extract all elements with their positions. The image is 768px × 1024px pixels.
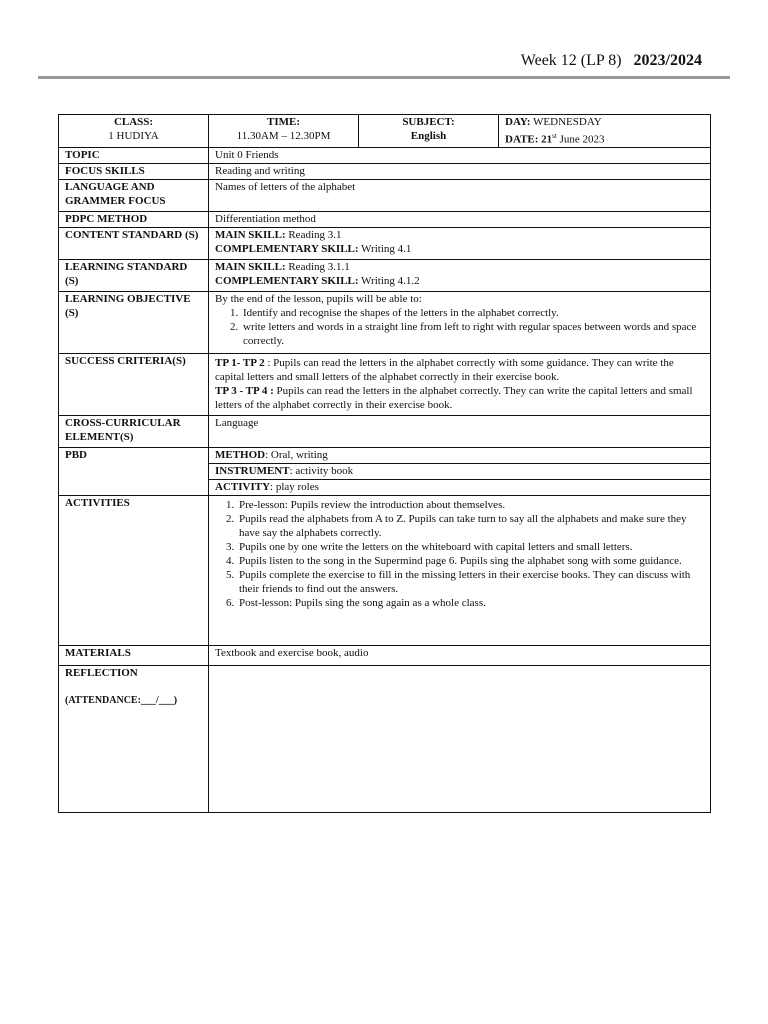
- learning-standard-label: LEARNING STANDARD (S): [59, 259, 209, 291]
- reflection-cell: [59, 665, 209, 812]
- activities-value: [209, 495, 711, 645]
- lo-item: 2. write letters and words in a straight line from left to right with regular spaces between words and space correctly.: [241, 320, 704, 348]
- learning-objective-label: LEARNING OBJECTIVE (S): [59, 291, 209, 353]
- cs-main-label: MAIN SKILL:: [215, 228, 286, 241]
- lo-item: 1. Identify and recognise the shapes of the letters in the alphabet correctly.: [241, 306, 704, 320]
- language-focus-row: [59, 179, 711, 211]
- activity-item: 6. Post-lesson: Pupils sing the song again as a whole class.: [237, 596, 704, 610]
- pbd-activity-value: : play roles: [270, 480, 319, 493]
- ls-main-value: Reading 3.1.1: [288, 260, 350, 273]
- cs-comp-value: Writing 4.1: [361, 242, 412, 255]
- ls-main-label: MAIN SKILL:: [215, 260, 286, 273]
- activity-item: 2. Pupils read the alphabets from A to Z. Pupils can take turn to say all the alphabets and make sure they have say the alphabets correctly.: [237, 512, 704, 540]
- pdpc-row: [59, 211, 711, 227]
- activity-item: 1. Pre-lesson: Pupils review the introduction about themselves.: [237, 498, 704, 512]
- pbd-instrument: [209, 463, 711, 479]
- date-suffix: st: [552, 132, 557, 140]
- pbd-method-value: : Oral, writing: [265, 448, 328, 461]
- activity-item: 4. Pupils listen to the song in the Supermind page 6. Pupils sing the alphabet song with some guidance.: [237, 554, 704, 568]
- page-header: [521, 52, 702, 70]
- lo-list: [215, 306, 704, 348]
- materials-value: Textbook and exercise book, audio: [209, 645, 711, 665]
- pbd-label: PBD: [59, 447, 209, 495]
- pbd-row-method: [59, 447, 711, 463]
- materials-row: [59, 645, 711, 665]
- pbd-instrument-label: INSTRUMENT: [215, 464, 290, 477]
- day-date-cell: [499, 115, 711, 148]
- success-criteria-label: SUCCESS CRITERIA(S): [59, 353, 209, 415]
- pbd-activity-label: ACTIVITY: [215, 480, 271, 493]
- activity-item: 5. Pupils complete the exercise to fill in the missing letters in their exercise books. They can discuss with their friends to find out the answers.: [237, 568, 704, 596]
- activities-label: ACTIVITIES: [59, 495, 209, 645]
- class-label: CLASS:: [113, 116, 154, 128]
- header-row: [59, 115, 711, 148]
- pbd-method-label: METHOD: [215, 448, 266, 461]
- reflection-label: REFLECTION: [65, 666, 138, 679]
- language-focus-label: LANGUAGE AND GRAMMER FOCUS: [59, 179, 209, 211]
- class-cell: [59, 115, 209, 148]
- activities-row: [59, 495, 711, 645]
- learning-objective-value: [209, 291, 711, 353]
- cross-curricular-label: CROSS-CURRICULAR ELEMENT(S): [59, 415, 209, 447]
- materials-label: MATERIALS: [59, 645, 209, 665]
- cs-main-value: Reading 3.1: [288, 228, 342, 241]
- cross-curricular-row: [59, 415, 711, 447]
- topic-row: [59, 147, 711, 163]
- date-label: DATE:: [505, 133, 539, 146]
- cross-curricular-value: Language: [209, 415, 711, 447]
- language-focus-value: Names of letters of the alphabet: [209, 179, 711, 211]
- time-cell: [209, 115, 359, 148]
- time-label: TIME:: [267, 116, 300, 128]
- pbd-activity: [209, 479, 711, 495]
- class-value: 1 HUDIYA: [108, 130, 159, 142]
- content-standard-label: CONTENT STANDARD (S): [59, 227, 209, 259]
- activities-list: [215, 498, 704, 610]
- ls-comp-label: COMPLEMENTARY SKILL:: [215, 274, 359, 287]
- topic-label: TOPIC: [59, 147, 209, 163]
- content-standard-row: [59, 227, 711, 259]
- success-criteria-value: [209, 353, 711, 415]
- reflection-row: [59, 665, 711, 812]
- week-label: Week 12 (LP 8): [520, 52, 622, 69]
- day-value: WEDNESDAY: [533, 116, 602, 128]
- focus-skills-row: [59, 163, 711, 179]
- ls-comp-value: Writing 4.1.2: [361, 274, 420, 287]
- success-criteria-row: [59, 353, 711, 415]
- pdpc-label: PDPC METHOD: [59, 211, 209, 227]
- topic-value: Unit 0 Friends: [209, 147, 711, 163]
- lo-intro: By the end of the lesson, pupils will be able to:: [215, 292, 422, 305]
- cs-comp-label: COMPLEMENTARY SKILL:: [215, 242, 359, 255]
- learning-standard-value: [209, 259, 711, 291]
- content-standard-value: [209, 227, 711, 259]
- tp34-text: Pupils can read the letters in the alphabet correctly. They can write the capital letters and small letters of the alphabet correctly in their exercise book.: [215, 384, 693, 411]
- date-rest: June 2023: [559, 133, 605, 146]
- header-divider: [38, 76, 730, 79]
- tp12-label: TP 1- TP 2: [215, 356, 265, 369]
- year-label: 2023/2024: [633, 52, 702, 69]
- subject-cell: [359, 115, 499, 148]
- learning-objective-row: [59, 291, 711, 353]
- tp12-text: : Pupils can read the letters in the alphabet correctly with some guidance. They can write the capital letters and small letters of the alphabet correctly in their exercise book.: [215, 356, 674, 383]
- learning-standard-row: [59, 259, 711, 291]
- reflection-value: [209, 665, 711, 812]
- focus-skills-label: FOCUS SKILLS: [59, 163, 209, 179]
- focus-skills-value: Reading and writing: [209, 163, 711, 179]
- tp34-label: TP 3 - TP 4 :: [215, 384, 274, 397]
- pbd-method: [209, 447, 711, 463]
- pdpc-value: Differentiation method: [209, 211, 711, 227]
- date-day: 21: [541, 133, 553, 146]
- pbd-instrument-value: : activity book: [289, 464, 354, 477]
- lesson-plan-table: [58, 114, 711, 813]
- time-value: 11.30AM – 12.30PM: [236, 130, 331, 142]
- day-label: DAY:: [505, 116, 531, 128]
- subject-label: SUBJECT:: [402, 116, 455, 128]
- subject-value: English: [410, 130, 447, 142]
- activity-item: 3. Pupils one by one write the letters on the whiteboard with capital letters and small letters.: [237, 540, 704, 554]
- attendance-label: (ATTENDANCE:___/___): [65, 694, 178, 706]
